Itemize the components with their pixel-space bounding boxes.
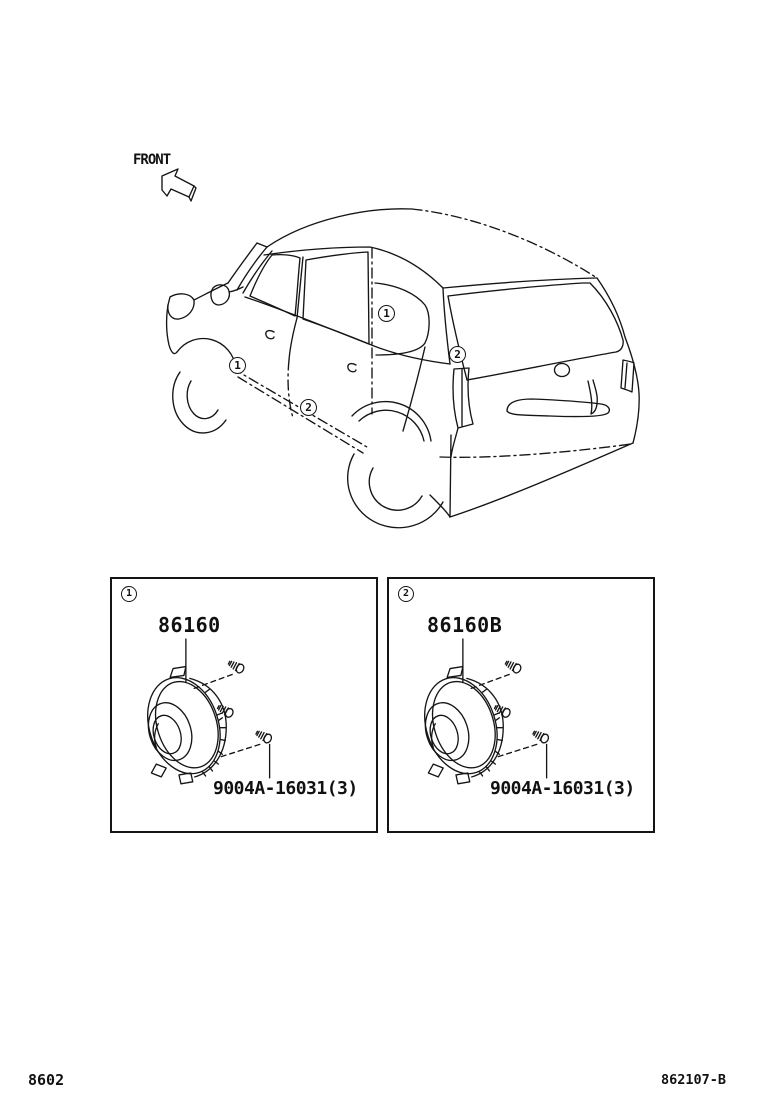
side-windows [250,248,429,414]
fastener-part-number-label: 9004A-16031(3) [213,778,358,799]
fastener-part-number-label: 9004A-16031(3) [490,778,635,799]
vehicle-callout-2-rear-pillar [449,346,466,363]
callout-number: 2 [454,348,461,361]
callout-number: 1 [234,359,241,372]
callout-number: 1 [125,588,133,599]
page-code: 8602 [28,1071,65,1089]
speaker-detail-box-front [110,577,378,833]
speaker-detail-box-rear [387,577,655,833]
callout-number: 2 [402,588,410,599]
callout-number: 1 [383,307,390,320]
part-number-label: 86160B [427,613,503,637]
front-label: FRONT [133,152,171,168]
part-number-label: 86160 [158,613,221,637]
body-side-and-doors [232,297,450,517]
callout-number: 2 [305,401,312,414]
vehicle-callout-1-rear-quarter [378,305,395,322]
rear-end [440,278,639,517]
wheels [173,339,443,528]
revision-code: 862107-B [661,1072,727,1088]
vehicle-callout-2-sliding-door [300,399,317,416]
vehicle-callout-1-front-door [229,357,246,374]
